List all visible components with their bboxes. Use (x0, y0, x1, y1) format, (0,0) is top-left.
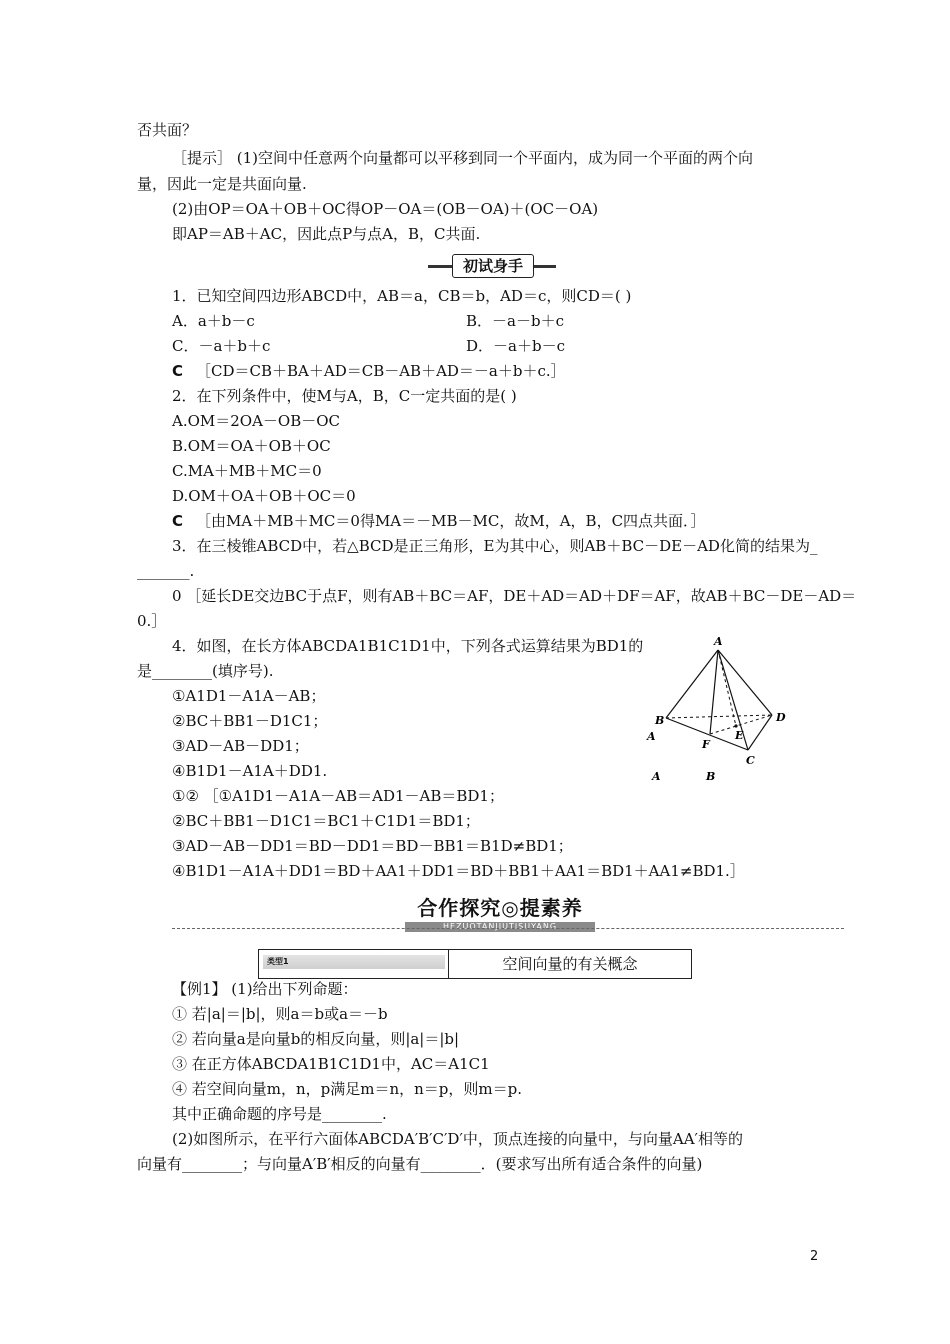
text-line: 量，因此一定是共面向量. (137, 175, 307, 193)
option: B.OM＝OA＋OB＋OC (172, 437, 331, 455)
label-a: A (714, 635, 723, 648)
list-item: ② 若向量a是向量b的相反向量，则|a|＝|b| (172, 1030, 460, 1048)
question-2-stem: 2．在下列条件中，使M与A，B，C一定共面的是( ) (172, 387, 517, 405)
answer-explain-tail: 0.］ (137, 612, 167, 630)
answer-explain: ②BC＋BB1－D1C1＝BC1＋C1D1＝BD1； (172, 812, 480, 830)
answer-explain: ①② ［①A1D1－A1A－AB＝AD1－AB＝BD1； (172, 787, 504, 805)
text-line: (2)由OP＝OA＋OB＋OC得OP－OA＝(OB－OA)＋(OC－OA) (172, 200, 599, 218)
text-line: 即AP＝AB＋AC，因此点P与点A，B，C共面. (172, 225, 481, 243)
answer-blank: _______. (137, 562, 195, 580)
example-part2: (2)如图所示，在平行六面体ABCDA′B′C′D′中，顶点连接的向量中，与向量AA′相等的 (172, 1130, 743, 1148)
center-point (734, 724, 737, 727)
section-subtitle: HEZUOTANJIUTISUYANG (405, 922, 595, 932)
label-f: F (702, 738, 710, 751)
edge-ad (718, 650, 772, 715)
list-item: ①A1D1－A1A－AB； (172, 687, 326, 705)
option: B．－a－b＋c (466, 312, 564, 330)
example-head: 【例1】 (1)给出下列命题： (172, 980, 358, 998)
page-number: 2 (810, 1249, 819, 1264)
label-b: B (655, 714, 665, 727)
list-item: ④ 若空间向量m，n，p满足m＝n，n＝p，则m＝p. (172, 1080, 522, 1098)
edge-ac (718, 650, 748, 750)
option: A．a＋b－c (172, 312, 255, 330)
answer-explain: ［CD＝CB＋BA＋AD＝CB－AB＋AD＝－a＋b＋c.］ (196, 362, 566, 380)
question-3-stem: 3．在三棱锥ABCD中，若△BCD是正三角形，E为其中心，则AB＋BC－DE－AD化简的结果为_ (172, 537, 818, 555)
section-heading (400, 896, 600, 932)
type-box (258, 949, 692, 979)
banner-label: 初试身手 (452, 254, 534, 278)
answer-label: C (172, 362, 184, 380)
answer-label: C (172, 512, 184, 530)
label-extra: A (647, 730, 656, 743)
list-item: ②BC＋BB1－D1C1； (172, 712, 328, 730)
divider (172, 928, 844, 929)
type-tag: 类型1 (263, 955, 445, 969)
section-title: 合作探究◎提素养 (417, 896, 583, 920)
answer-explain: ［由MA＋MB＋MC＝0得MA＝－MB－MC，故M，A，B，C四点共面．］ (196, 512, 706, 530)
option: D.OM＋OA＋OB＋OC＝0 (172, 487, 356, 505)
question-4-stem-cont: 是________(填序号). (137, 662, 274, 680)
list-item: ④B1D1－A1A＋DD1. (172, 762, 328, 780)
pyramid-figure (630, 632, 800, 792)
section-banner (428, 254, 556, 278)
type-title: 空间向量的有关概念 (502, 955, 638, 973)
edge-cd (748, 715, 772, 750)
question-1-stem: 1．已知空间四边形ABCD中，AB＝a，CB＝b，AD＝c，则CD＝( ) (172, 287, 632, 305)
edge-ab (666, 650, 718, 718)
option: C.MA＋MB＋MC＝0 (172, 462, 322, 480)
question-4-stem: 4．如图，在长方体ABCDA1B1C1D1中，下列各式运算结果为BD1的 (172, 637, 644, 655)
list-item: ① 若|a|＝|b|，则a＝b或a＝－b (172, 1005, 388, 1023)
label-extra: A (652, 770, 661, 783)
answer-explain: 0 ［延长DE交边BC于点F，则有AB＋BC＝AF，DE＋AD＝AD＋DF＝AF，故AB＋BC－DE－AD＝ (172, 587, 857, 605)
example-part2-cont: 向量有________；与向量A′B′相反的向量有________．(要求写出所有适合条件的向量) (137, 1155, 703, 1173)
edge-af (710, 650, 718, 734)
option: C．－a＋b＋c (172, 337, 271, 355)
option: A.OM＝2OA－OB－OC (172, 412, 341, 430)
label-d: D (776, 711, 786, 724)
label-e: E (735, 729, 744, 742)
option: D．－a＋b－c (466, 337, 565, 355)
answer-explain: ③AD－AB－DD1＝BD－DD1＝BD－BB1＝B1D≠BD1； (172, 837, 573, 855)
text-line: 否共面？ (137, 121, 198, 139)
list-item: ③ 在正方体ABCDA1B1C1D1中，AC＝A1C1 (172, 1055, 490, 1073)
label-extra: B (706, 770, 716, 783)
text-line: ［提示］ (1)空间中任意两个向量都可以平移到同一个平面内，成为同一个平面的两个向 (172, 149, 754, 167)
list-item: ③AD－AB－DD1； (172, 737, 309, 755)
label-c: C (746, 754, 755, 767)
example-ask: 其中正确命题的序号是________. (172, 1105, 387, 1123)
answer-explain: ④B1D1－A1A＋DD1＝BD＋AA1＋DD1＝BD＋BB1＋AA1＝BD1＋AA1≠BD1.］ (172, 862, 745, 880)
edge-bd-hidden (666, 715, 772, 718)
